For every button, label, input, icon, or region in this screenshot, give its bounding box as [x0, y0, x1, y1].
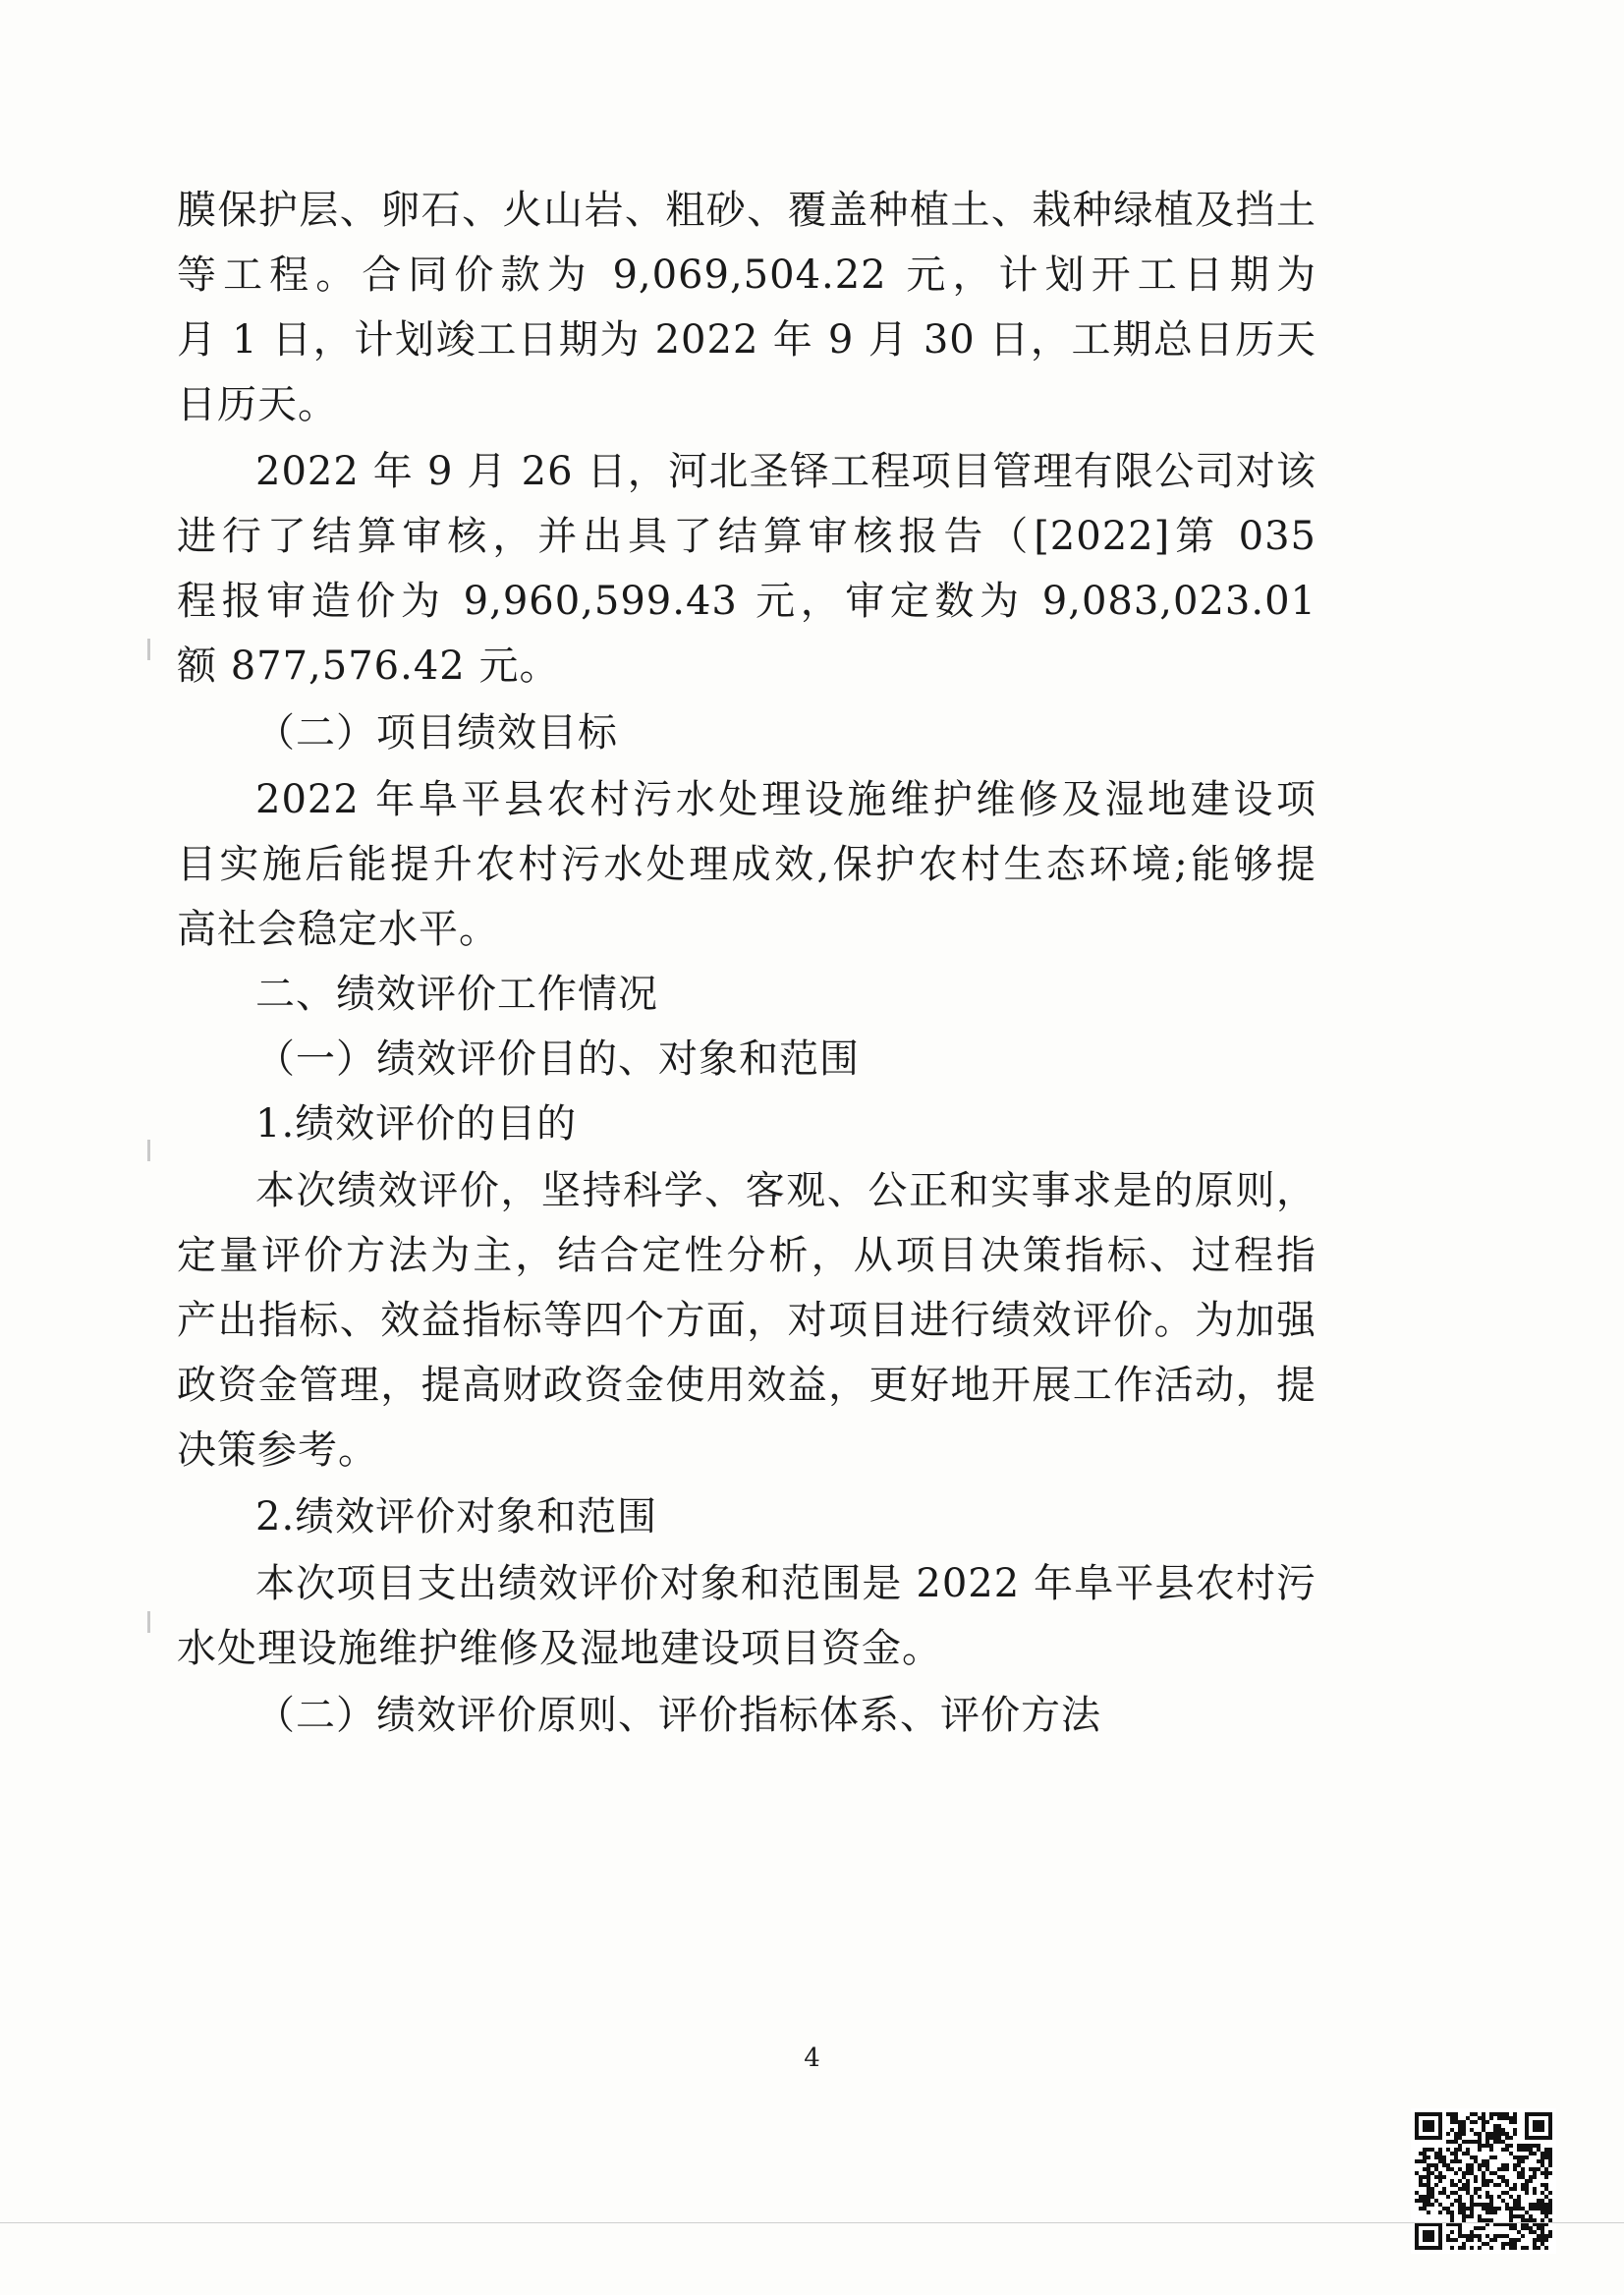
scan-speck	[147, 639, 150, 660]
section-heading: 二、绩效评价工作情况	[255, 972, 658, 1017]
section-heading: （一）绩效评价目的、对象和范围	[255, 1036, 860, 1082]
body-text-line: 额 877,576.42 元。	[177, 644, 560, 689]
body-text-line: 决策参考。	[177, 1427, 378, 1473]
body-text-line: 本次绩效评价，坚持科学、客观、公正和实事求是的原则，	[255, 1168, 1316, 1213]
body-text-line: 2022 年阜平县农村污水处理设施维护维修及湿地建设项	[255, 777, 1316, 822]
body-text-line: 高社会稳定水平。	[177, 907, 499, 952]
body-text-line: 目实施后能提升农村污水处理成效,保护农村生态环境;能够提	[177, 842, 1316, 887]
body-text-line: 产出指标、效益指标等四个方面，对项目进行绩效评价。为加强	[177, 1298, 1316, 1343]
body-text-line: 政资金管理，提高财政资金使用效益，更好地开展工作活动，提	[177, 1363, 1316, 1408]
body-text-line: 等工程。合同价款为 9,069,504.22 元，计划开工日期为	[177, 252, 1316, 298]
body-text-line: 膜保护层、卵石、火山岩、粗砂、覆盖种植土、栽种绿植及挡土	[177, 188, 1316, 233]
body-text-line: 月 1 日，计划竣工日期为 2022 年 9 月 30 日，工期总日历天	[177, 317, 1316, 363]
scan-speck	[147, 1611, 150, 1633]
body-text-line: 水处理设施维护维修及湿地建设项目资金。	[177, 1626, 942, 1671]
sub-heading: 1.绩效评价的目的	[255, 1101, 578, 1147]
body-text-line: 定量评价方法为主，结合定性分析，从项目决策指标、过程指	[177, 1233, 1316, 1278]
section-heading: （二）项目绩效目标	[255, 710, 618, 756]
body-text-line: 2022 年 9 月 26 日，河北圣铎工程项目管理有限公司对该	[255, 449, 1316, 494]
sub-heading: 2.绩效评价对象和范围	[255, 1494, 658, 1539]
bottom-rule	[0, 2222, 1624, 2223]
scan-speck	[147, 1140, 150, 1161]
body-text-line: 程报审造价为 9,960,599.43 元，审定数为 9,083,023.01	[177, 579, 1316, 624]
section-heading: （二）绩效评价原则、评价指标体系、评价方法	[255, 1693, 1101, 1738]
page-number: 4	[804, 2043, 820, 2073]
body-text-line: 进行了结算审核，并出具了结算审核报告（[2022]第 035	[177, 514, 1316, 559]
body-text-line: 本次项目支出绩效评价对象和范围是 2022 年阜平县农村污	[255, 1561, 1316, 1606]
qr-code-icon	[1411, 2108, 1556, 2254]
body-text-line: 日历天。	[177, 382, 338, 427]
